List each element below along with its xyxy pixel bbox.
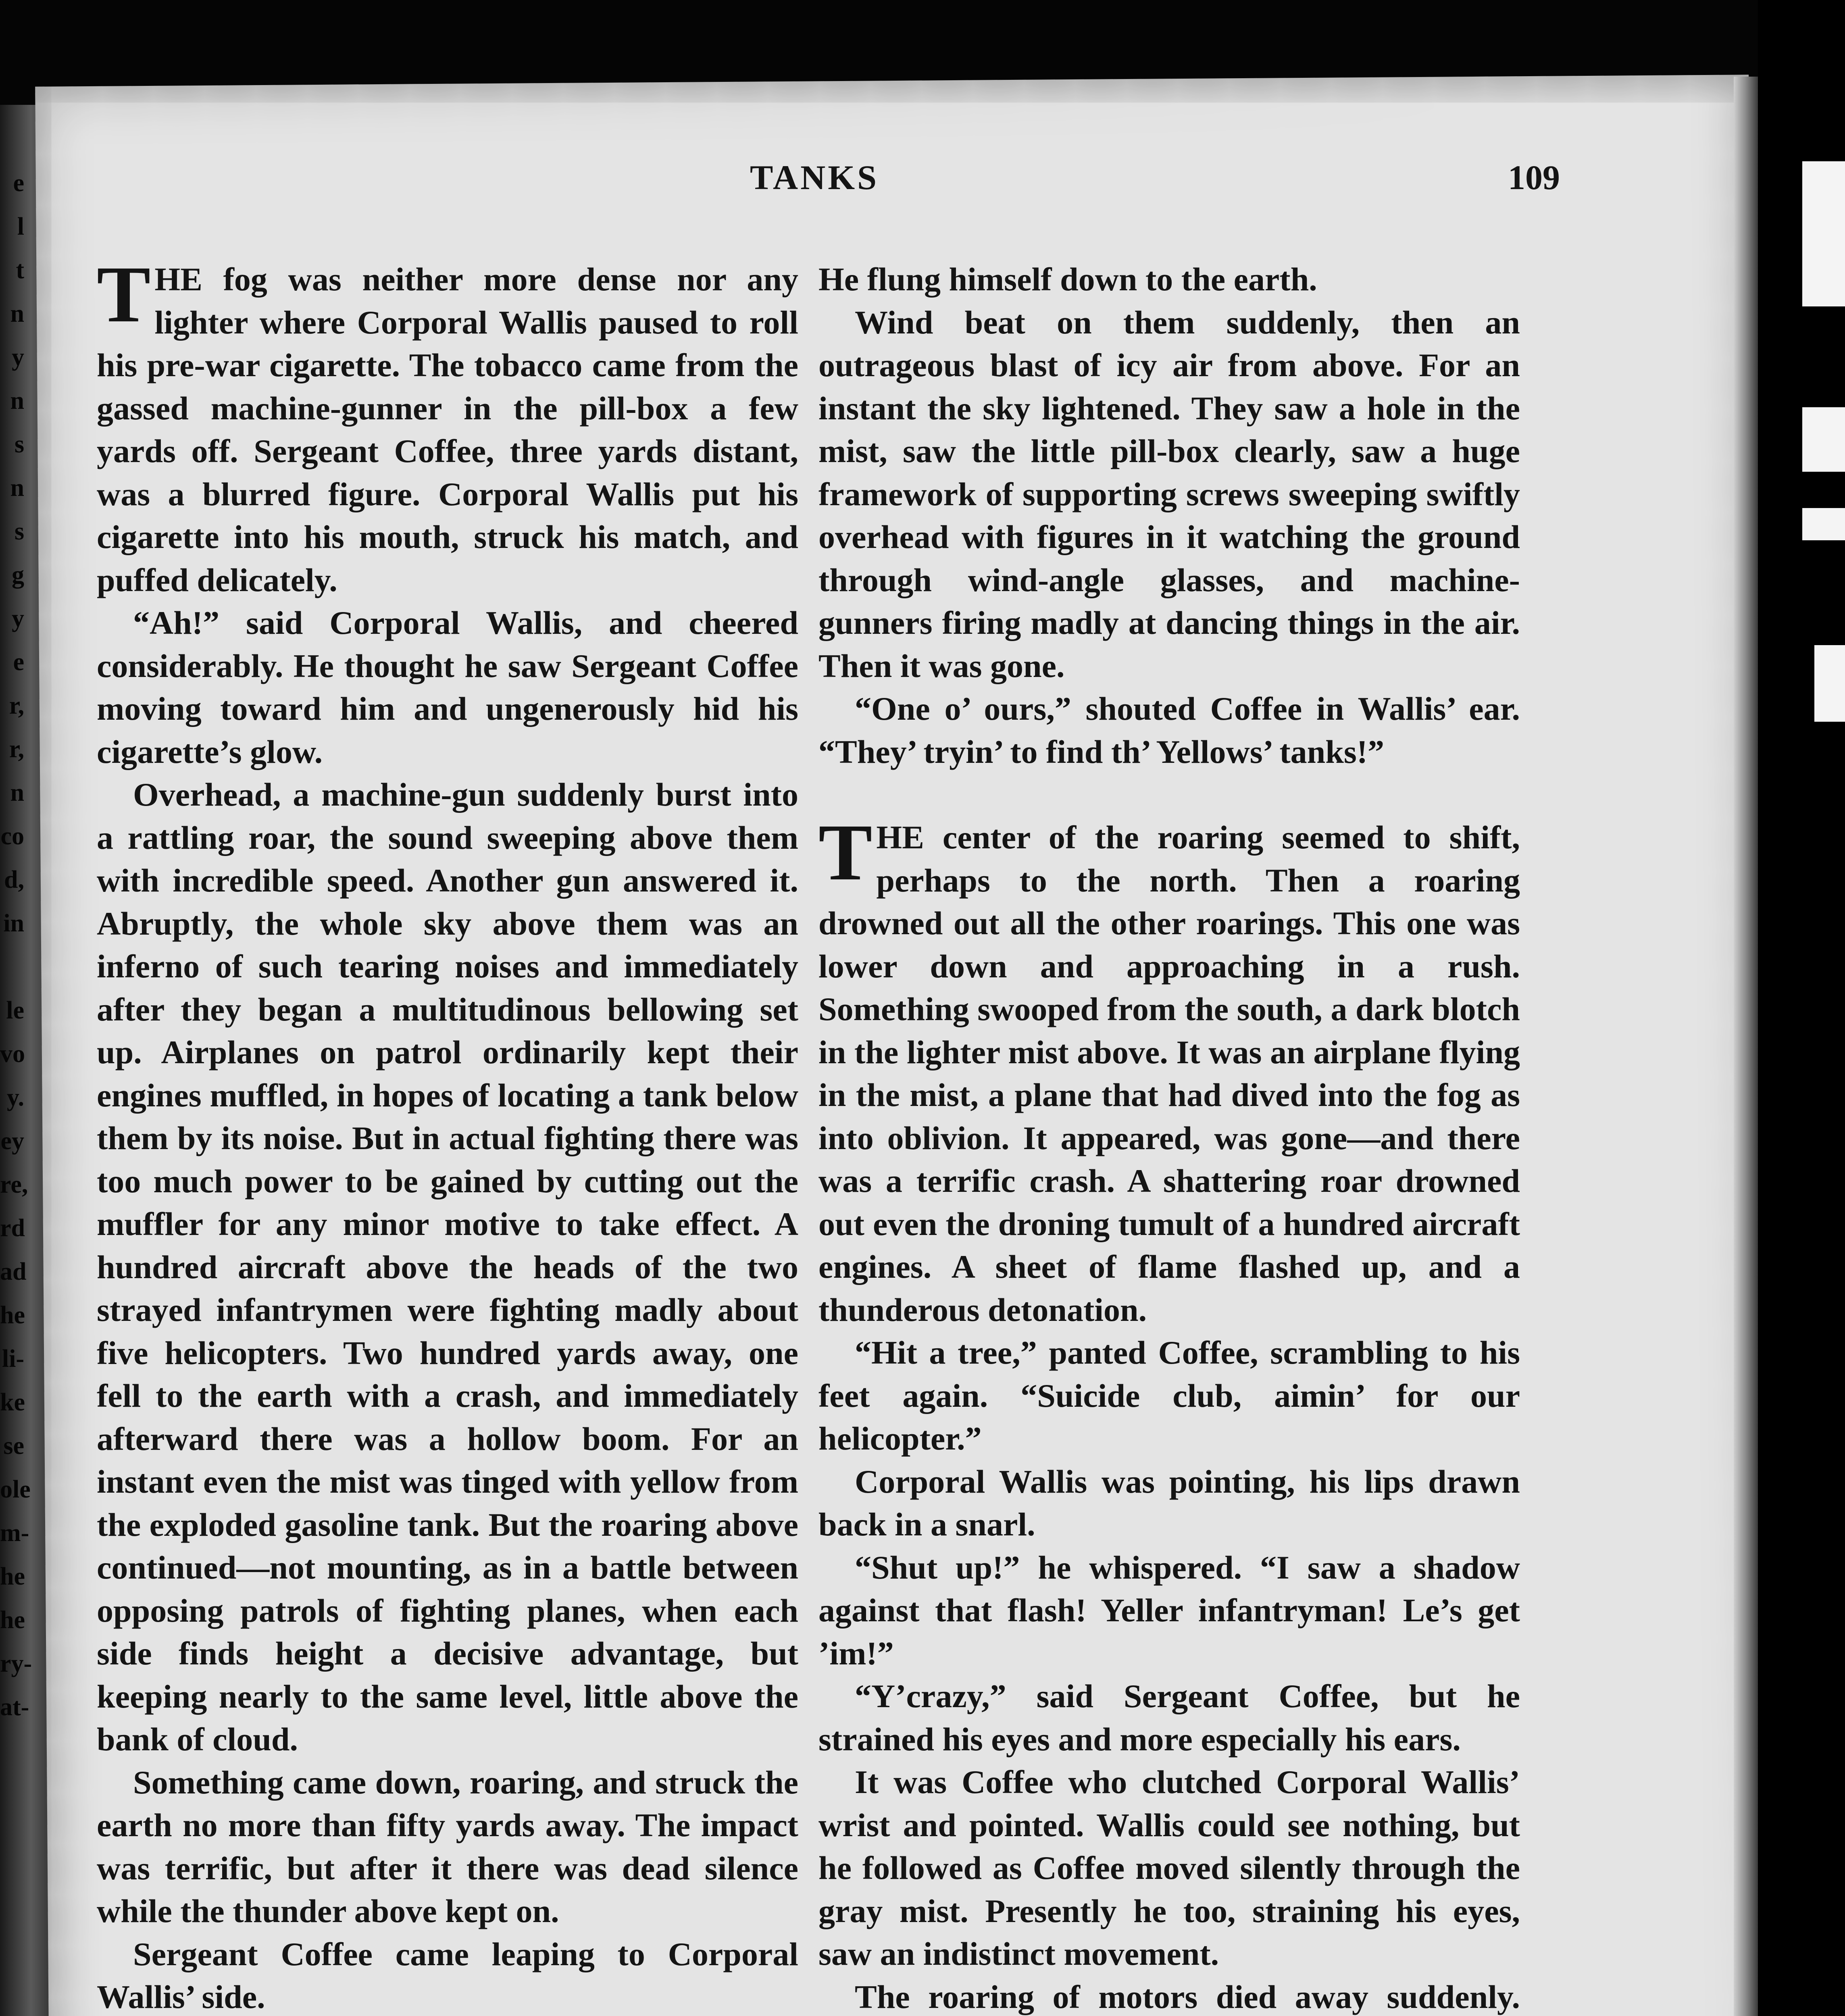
drop-cap: T	[818, 808, 873, 897]
left-page-fragment: l	[17, 213, 24, 240]
left-page-fragment: y	[12, 344, 24, 371]
paragraph: Corporal Wallis was pointing, his lips drawn back in a snarl.	[818, 1463, 1520, 1543]
left-page-fragment: ad	[0, 1258, 27, 1285]
right-column	[818, 258, 1520, 2016]
left-page-fragment: rd	[0, 1214, 25, 1242]
left-page-fragment: ry-	[0, 1650, 32, 1677]
left-page-fragment: d,	[4, 866, 24, 893]
left-page-fragment: y	[12, 605, 24, 632]
paragraph: “Hit a tree,” panted Coffee, scrambling to his feet again. “Suicide club, aimin’ for our helicopter.”	[818, 1334, 1520, 1457]
left-page-fragment: e	[13, 169, 24, 197]
left-page-fragment	[0, 945, 24, 989]
paragraph-text: HE center of the roaring seemed to shift, perhaps to the north. Then a roaring drowned out all the other roarings. This one was lower down and approaching in a rush. Something swooped from the south, a dark blotch in the lighter mist above. It was an airplane flying in the mist, a plane that had dived into the fog as into oblivion. It appeared, was gone—and there was a terrific crash. A shattering roar drowned out even the droning tumult of a hundred aircraft engines. A sheet of flame flashed up, and a thunderous detonation.	[818, 819, 1520, 1328]
left-page-fragment: li-	[2, 1345, 24, 1372]
left-page-fragment: s	[14, 518, 24, 545]
left-page-fragment: at-	[0, 1693, 29, 1721]
next-page-mark	[1802, 407, 1845, 472]
left-page-fragment: y.	[6, 1084, 24, 1111]
page-number: 109	[1508, 158, 1560, 197]
left-page-fragment: le	[6, 997, 24, 1024]
left-page-fragment: n	[10, 387, 24, 414]
drop-cap: T	[97, 250, 151, 339]
next-page-mark	[1802, 161, 1845, 306]
paragraph: The roaring of motors died away suddenly.	[855, 1978, 1520, 2015]
left-page-fragment: ey	[0, 1127, 24, 1155]
paragraph: Overhead, a machine-gun suddenly burst into a rattling roar, the sound sweeping above them with incredible speed. Another gun answered it. Abruptly, the whole sky above them was an inferno of such tearing noises and immediately after they began a multitudinous bellowing set up. Airplanes on patrol ordinarily kept their engines muffled, in hopes of locating a tank below them by its noise. But in actual fighting there was too much power to be gained by cutting out the muffler for any minor motive to take effect. A hundred aircraft above the heads of the two strayed infantrymen were fighting madly about five helicopters. Two hundred yards away, one fell to the earth with a crash, and immediately afterward there was a hollow boom. For an instant even the mist was tinged with yellow from the exploded gasoline tank. But the roaring above continued—not mounting, as in a battle between opposing patrols of fighting planes, when each side finds height a decisive advantage, but keeping nearly to the same level, little above the bank of cloud.	[97, 776, 798, 1758]
left-page-fragment: he	[0, 1563, 25, 1590]
left-page-fragment: m-	[0, 1519, 29, 1547]
running-head: TANKS	[750, 158, 879, 197]
left-page-fragment: n	[10, 474, 24, 502]
next-page-mark	[1814, 645, 1845, 722]
left-column	[97, 250, 798, 2016]
left-page-fragment: ole	[0, 1476, 31, 1503]
left-page-fragment: e	[13, 648, 24, 676]
left-page-fragment: he	[0, 1302, 25, 1329]
paragraph: “Shut up!” he whispered. “I saw a shadow against that flash! Yeller infantryman! Le’s get ’im!”	[818, 1549, 1520, 1672]
next-page-mark	[1802, 508, 1845, 540]
left-page-fragment: he	[0, 1606, 25, 1634]
left-page-fragment: vo	[0, 1040, 25, 1068]
paragraph-text: HE fog was neither more dense nor any lighter where Corporal Wallis paused to roll his pre-war cigarette. The tobacco came from the gassed machine-gunner in the pill-box a few yards off. Sergeant Coffee, three yards distant, was a blurred figure. Corporal Wallis put his cigarette into his mouth, struck his match, and puffed delicately.	[97, 261, 798, 598]
paragraph: Sergeant Coffee came leaping to Corporal Wallis’ side.	[97, 1935, 798, 2015]
paragraph: Wind beat on them suddenly, then an outrageous blast of icy air from above. For an instant the sky lightened. They saw a hole in the mist, saw the little pill-box clearly, saw a huge framework of supporting screws sweeping swiftly overhead with figures in it watching the ground through wind-angle glasses, and machine-gunners firing madly at dancing things in the air. Then it was gone.	[818, 304, 1520, 684]
left-page-fragment: ke	[0, 1389, 25, 1416]
left-page-fragment: r,	[9, 692, 24, 719]
paragraph: It was Coffee who clutched Corporal Wallis’ wrist and pointed. Wallis could see nothing, but he followed as Coffee moved silently through the gray mist. Presently he too, straining his eyes, saw an indistinct movement.	[818, 1764, 1520, 1972]
paragraph	[97, 250, 798, 602]
left-page-fragment: se	[3, 1432, 24, 1460]
paragraph: “Ah!” said Corporal Wallis, and cheered considerably. He thought he saw Sergeant Coffee moving toward him and ungenerously hid his cigarette’s glow.	[97, 604, 798, 770]
paragraph: He flung himself down to the earth.	[818, 261, 1317, 298]
page-right-edge	[1734, 77, 1758, 2016]
left-page-fragment: s	[14, 431, 24, 458]
paragraph: Something came down, roaring, and struck the earth no more than fifty yards away. The impact was terrific, but after it there was dead silence while the thunder above kept on.	[97, 1764, 798, 1929]
left-page-fragment: g	[12, 561, 24, 589]
left-page-fragment: re,	[0, 1171, 28, 1198]
left-page-fragment: co	[0, 823, 24, 850]
left-page-fragment: n	[10, 779, 24, 806]
paragraph	[818, 808, 1520, 1331]
paragraph: “One o’ ours,” shouted Coffee in Wallis’ ear. “They’ tryin’ to find th’ Yellows’ tanks!”	[818, 690, 1520, 770]
left-page-fragment: n	[10, 300, 24, 327]
left-page-fragment: in	[3, 910, 24, 937]
left-page-fragments	[0, 161, 32, 2016]
left-page-fragment: r,	[9, 735, 24, 763]
paragraph: “Y’crazy,” said Sergeant Coffee, but he strained his eyes and more especially his ears.	[818, 1678, 1520, 1758]
left-page-fragment: t	[16, 256, 24, 284]
